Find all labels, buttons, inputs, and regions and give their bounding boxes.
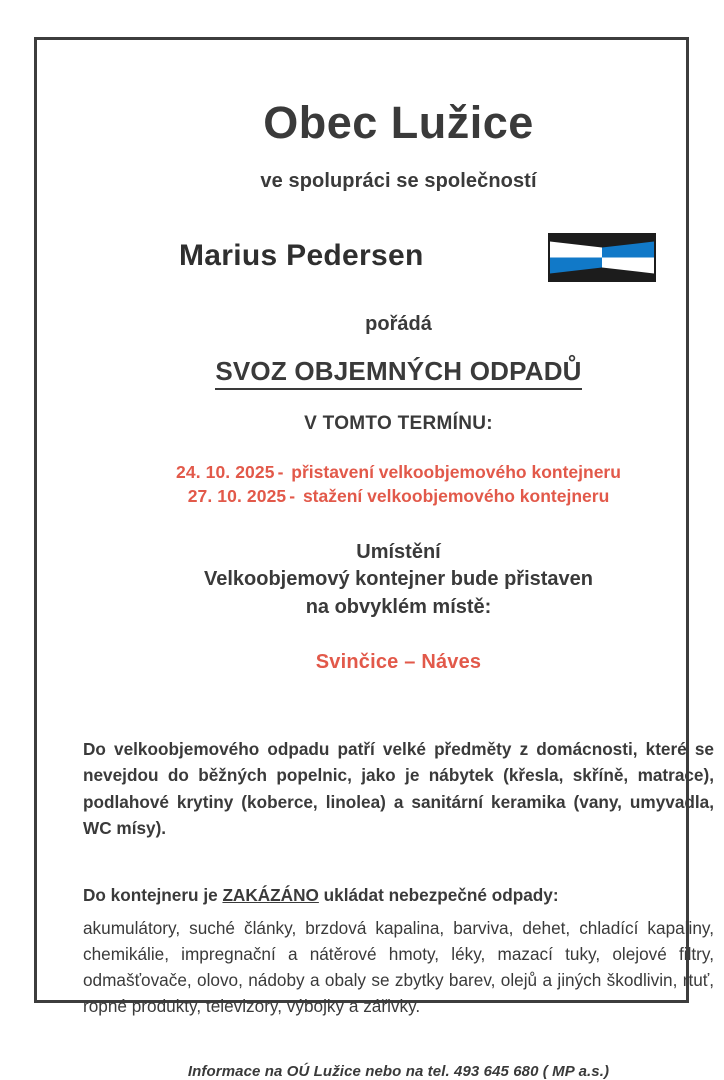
page-title: Obec Lužice [263,97,534,148]
headline-text: SVOZ OBJEMNÝCH ODPADŮ [215,356,581,390]
date-value: 27. 10. 2025 [187,485,287,506]
date-row [83,485,714,509]
forbidden-waste-list: akumulátory, suché články, brzdová kapalina, barviva, dehet, chladící kapaliny, chemikálie, impregnační a nátěrové hmoty, léky, mazací tuky, olejové filtry, odmašťovače, olovo, nádoby a obaly se zbytky barev, olejů a jiných škodlivin, rtuť, ropné produkty, televizory, výbojky a zářivky. [83,917,714,1017]
organizer-verb: pořádá [365,313,432,336]
placement-line-2: na obvyklém místě: [305,595,492,618]
headline [83,356,714,387]
placement-line-1: Velkoobjemový kontejner bude přistaven [203,568,593,591]
contact-footer: Informace na OÚ Lužice nebo na tel. 493 645 680 ( MP a.s.) [187,1063,610,1080]
marius-pedersen-logo [548,233,656,282]
brand-row [83,233,714,291]
poster-content [83,85,714,1080]
placement-heading: Umístění [356,540,441,563]
forbidden-heading-emphasis: ZAKÁZÁNO [222,884,319,905]
term-label: V TOMTO TERMÍNU: [304,413,493,435]
marius-pedersen-logo-icon [548,233,656,282]
date-separator: - [277,462,284,483]
date-row [83,461,714,485]
forbidden-heading-prefix: Do kontejneru je [83,884,223,905]
placement-block [83,539,714,622]
date-separator: - [289,485,296,506]
forbidden-heading-suffix: ukládat nebezpečné odpady: [318,884,559,905]
date-action: přistavení velkoobjemového kontejneru [291,462,621,483]
date-action: stažení velkoobjemového kontejneru [302,485,610,506]
accepted-waste-paragraph: Do velkoobjemového odpadu patří velké předměty z domácnosti, které se nevejdou do běžných popelnic, jako je nábytek (křesla, skříně, matrace), podlahové krytiny (koberce, linolea) a sanitární keramika (vany, umyvadla, WC mísy). [83,739,714,838]
cooperation-subtitle: ve spolupráci se společností [260,170,537,193]
date-value: 24. 10. 2025 [176,462,275,483]
brand-name: Marius Pedersen [179,239,424,273]
poster-border-frame [34,37,714,1080]
placement-location: Svinčice – Náves [315,651,482,674]
forbidden-waste-heading [83,883,714,909]
date-list [83,461,714,508]
